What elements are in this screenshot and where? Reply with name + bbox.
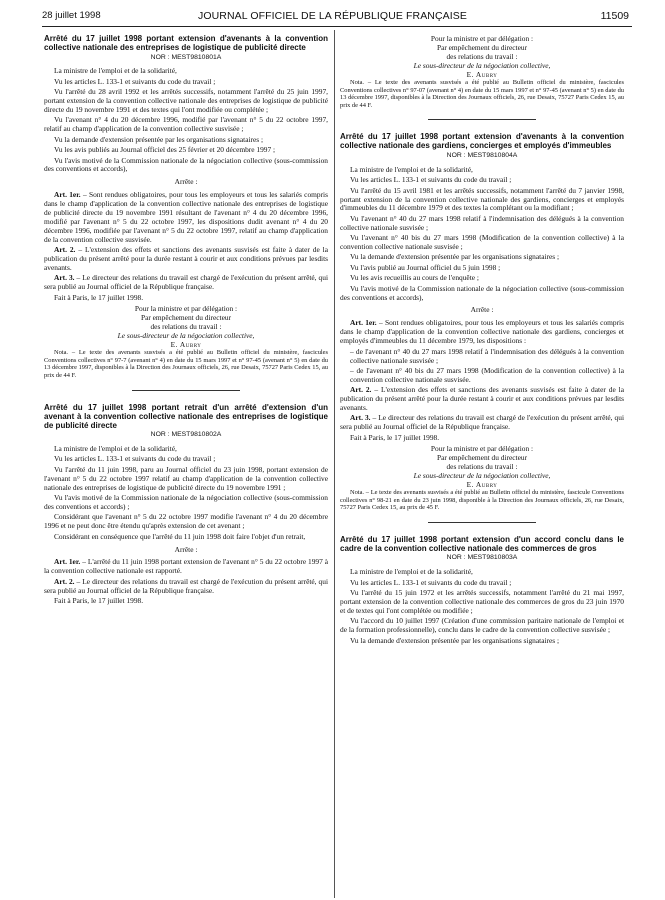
visa-line: Vu l'arrêté du 28 avril 1992 et les arrêtés successifs, notamment l'arrêté du 25 juin 1997, portant extension de la convention collective nationale des entreprises de logistique de publicité directe du 19 novembre 1991 et des textes qui l'ont modifiée ou complétée ; [44,87,328,115]
signature-line: Par empêchement du directeur [436,43,528,52]
visa-line: Vu la demande d'extension présentée par les organisations signataires ; [350,252,560,262]
article-items [340,348,624,385]
nota-text: Nota. – Le texte des avenants susvisés a été publié au Bulletin officiel du ministère, fascicule Conventions collectives n° 98-21 en date du 23 juin 1998, disponible à la Direction des Journaux officiels, 26, rue Desaix, 75727 Paris Cedex 15, au prix de 45 F. [340,489,624,512]
visa-line: Vu les avis recueillis au cours de l'enquête ; [350,273,479,283]
article [44,558,328,576]
visa-line: Vu les articles L. 133-1 et suivants du code du travail ; [350,175,512,185]
decree-title: Arrêté du 17 juillet 1998 portant extension d'avenants à la convention collective nationale des gardiens, concierges et employés d'immeubles [340,132,624,151]
article-text: – L'extension des effets et sanctions des avenants susvisés est faite à dater de la publication du présent arrêté pour la durée restant à courir et aux conditions prévues par lesdits avenants. [44,245,328,273]
header-rule [42,26,632,27]
visa-line: Vu l'avis motivé de la Commission nationale de la négociation collective (sous-commission des conventions et accords) ; [44,492,328,511]
article-label: Art. 2. [54,576,75,586]
article [44,578,328,596]
article-text: – Sont rendues obligatoires, pour tous les employeurs et tous les salariés compris dans le champ d'application de la convention collective nationale des entreprises de logistique de publicité directe du 19 novembre 1991 résultant de l'avenant n° 4 du 20 décembre 1996, modifié par l'avenant n° 5 du 22 octobre 1997, les dispositions dudit avenant n° 4 du 20 décembre 1996, modifiée par l'avenant n° 5 du 22 octobre 1997, relatif au champ d'application de la convention collective susvisée. [44,190,328,244]
signature-line: Par empêchement du directeur [436,453,528,463]
decree-intro: La ministre de l'emploi et de la solidarité, [350,567,473,577]
article-label: Art. 1er. [54,557,81,567]
arrete-heading: Arrête : [174,177,198,187]
arrete-heading: Arrête : [470,305,494,315]
visa-line: Vu l'accord du 10 juillet 1997 (Création d'une commission paritaire nationale de l'emploi et de la formation professionnelle), conclu dans le cadre de la convention collective susvisée ; [340,616,624,635]
visa-line: Vu les articles L. 133-1 et suivants du code du travail ; [350,577,512,587]
article-label: Art. 3. [54,273,75,283]
nor-reference: NOR : MEST9810803A [446,554,518,562]
article-item: – de l'avenant n° 40 du 27 mars 1998 relatif à l'indemnisation des délégués à la convention collective nationale susvisée ; [350,346,624,365]
done-at: Fait à Paris, le 17 juillet 1998. [54,596,144,606]
decree-title: Arrêté du 17 juillet 1998 portant retrait d'un arrêté d'extension d'un avenant à la convention collective nationale des entreprises de logistique de publicité directe [44,402,328,430]
article [340,414,624,432]
signature-line: Le sous-directeur de la négociation collective, [117,331,255,341]
article-label: Art. 2. [350,385,372,395]
article-text: – Sont rendues obligatoires, pour tous les employeurs et tous les salariés compris dans le champ d'application de la convention collective nationale des gardiens, concierges et employés d'immeubles du 11 décembre 1979, les dispositions : [340,318,624,346]
visa-line: Vu les avis publiés au Journal officiel des 25 février et 20 décembre 1997 ; [54,145,276,155]
visa-line: Vu la demande d'extension présentée par les organisations signataires ; [350,635,560,645]
article-text: – L'extension des effets et sanctions des avenants susvisés est faite à dater de la publication du présent arrêté pour la durée restant à courir et aux conditions prévues par lesdits avenants. [340,385,624,413]
signature-line: Le sous-directeur de la négociation collective, [413,61,551,70]
signature-line: des relations du travail : [150,322,222,332]
visa-line: Vu les articles L. 133-1 et suivants du code du travail ; [54,454,216,464]
signatory-name: E. Aubry [466,70,498,79]
article [44,274,328,292]
decree-intro: La ministre de l'emploi et de la solidarité, [54,443,177,453]
article-label: Art. 2. [54,245,76,255]
arrete-heading: Arrête : [174,544,198,554]
column-divider [334,30,335,898]
article [44,246,328,273]
decree-intro: La ministre de l'emploi et de la solidarité, [350,164,473,174]
visa-line: Vu les articles L. 133-1 et suivants du code du travail ; [54,76,216,86]
done-at: Fait à Paris, le 17 juillet 1998. [54,292,144,302]
separator-rule [428,119,536,120]
article [340,319,624,346]
decree-intro: La ministre de l'emploi et de la solidarité, [54,66,177,76]
signature-line: Le sous-directeur de la négociation collective, [413,471,551,481]
header-date: 28 juillet 1998 [42,10,101,21]
article-label: Art. 1er. [54,190,81,200]
nota-text: Nota. – Le texte des avenants susvisés a été publié au Bulletin officiel du ministère, fascicules Conventions collectives n° 97-07 (avenant n° 4) en date du 15 mars 1997 et n° 97-45 (avenant n° 5) en date du 13 décembre 1997, disponibles à la Direction des Journaux officiels, 26, rue Desaix, 75727 Paris Cedex 15, au prix de 44 F. [340,79,624,109]
signature-block [340,444,624,489]
article-text: – Le directeur des relations du travail est chargé de l'exécution du présent arrêté, qui sera publié au Journal officiel de la République française. [44,273,329,292]
header-page-number: 11509 [600,10,629,22]
separator-rule [428,522,536,523]
nor-reference: NOR : MEST9810801A [150,53,222,61]
visa-line: Vu l'avis motivé de la Commission nationale de la négociation collective (sous-commission des conventions et accords), [340,283,624,302]
article [44,191,328,244]
header-title: JOURNAL OFFICIEL DE LA RÉPUBLIQUE FRANÇAISE [198,10,467,22]
signature-line: Pour la ministre et par délégation : [134,304,238,314]
visa-line: Vu l'avis motivé de la Commission nationale de la négociation collective (sous-commission des conventions et accords), [44,155,328,174]
article-item: – de l'avenant n° 40 bis du 27 mars 1998 (Modification de la convention collective) à la convention collective nationale susvisée. [350,365,624,384]
visa-line: Vu l'avis publié au Journal officiel du 5 juin 1998 ; [350,262,501,272]
article-text: – Le directeur des relations du travail est chargé de l'exécution du présent arrêté, qui sera publié au Journal officiel de la République française. [44,576,329,595]
nota-text: Nota. – Le texte des avenants susvisés a été publié au Bulletin officiel du ministère, fascicules Conventions collectives n° 97-7 (avenant n° 4) en date du 15 mars 1997 et n° 97-45 (avenant n° 5) en date du 13 décembre 1997, disponibles à la Direction des Journaux officiels, 26, rue Desaix, 75727 Paris Cedex 15, au prix de 44 F. [44,349,328,379]
visa-line: Vu l'arrêté du 15 avril 1981 et les arrêtés successifs, notamment l'arrêté du 7 janvier 1998, portant extension de la convention collective nationale des gardiens, concierges et employés d'immeubles du 11 décembre 1979 et des textes la complétant ou la modifiant ; [340,185,624,213]
visa-line: Vu l'avenant n° 4 du 20 décembre 1996, modifié par l'avenant n° 5 du 22 octobre 1997, relatif au champ d'application de la convention collective susvisée ; [44,115,328,134]
article-text: – Le directeur des relations du travail est chargé de l'exécution du présent arrêté, qui sera publié au Journal officiel de la République française. [340,413,625,432]
visa-line: Considérant en conséquence que l'arrêté du 11 juin 1998 doit faire l'objet d'un retrait, [54,531,306,541]
left-column [44,34,328,607]
signatory-name: E. Aubry [170,340,202,350]
visa-line: Vu l'avenant n° 40 bis du 27 mars 1998 (Modification de la convention collective) à la convention collective nationale susvisée ; [340,233,624,252]
article [340,386,624,413]
visa-line: Vu l'arrêté du 11 juin 1998, paru au Journal officiel du 23 juin 1998, portant extension de l'avenant n° 5 du 22 octobre 1997 relatif au champ d'application de la convention collective nationale des entreprises de logistique de publicité directe du 19 novembre 1991 ; [44,464,328,492]
decree-title: Arrêté du 17 juillet 1998 portant extension d'avenants à la convention collective nationale des entreprises de logistique de publicité directe [44,34,328,52]
visa-line: Vu l'arrêté du 15 juin 1972 et les arrêtés successifs, notamment l'arrêté du 21 mai 1997, portant extension de la convention collective nationale des commerces de gros du 23 juin 1970 et de textes qui l'ont complétée ou modifiée ; [340,588,624,615]
signatory-name: E. Aubry [466,480,498,490]
done-at: Fait à Paris, le 17 juillet 1998. [350,432,440,442]
signature-line: des relations du travail : [446,462,518,472]
article-label: Art. 3. [350,413,371,423]
right-column [340,34,624,647]
nor-reference: NOR : MEST9810802A [150,431,222,439]
article-label: Art. 1er. [350,318,377,328]
signature-line: Pour la ministre et par délégation : [430,444,534,454]
signature-block [44,304,328,349]
signature-line: des relations du travail : [446,52,518,61]
signature-block [340,34,624,79]
separator-rule [132,390,240,391]
nor-reference: NOR : MEST9810804A [446,151,518,159]
visa-line: Vu la demande d'extension présentée par les organisations signataires ; [54,134,264,144]
signature-line: Par empêchement du directeur [140,313,232,323]
visa-line: Vu l'avenant n° 40 du 27 mars 1998 relatif à l'indemnisation des délégués à la convention collective nationale susvisée ; [340,213,624,232]
decree-title: Arrêté du 17 juillet 1998 portant extension d'un accord conclu dans le cadre de la convention collective nationale des commerces de gros [340,534,624,553]
visa-line: Considérant que l'avenant n° 5 du 22 octobre 1997 modifie l'avenant n° 4 du 20 décembre 1996 et ne peut donc être étendu qu'après extension de cet avenant ; [44,512,328,531]
article-text: – L'arrêté du 11 juin 1998 portant extension de l'avenant n° 5 du 22 octobre 1997 à la convention collective nationale est rapporté. [44,557,328,576]
signature-line: Pour la ministre et par délégation : [430,34,534,43]
